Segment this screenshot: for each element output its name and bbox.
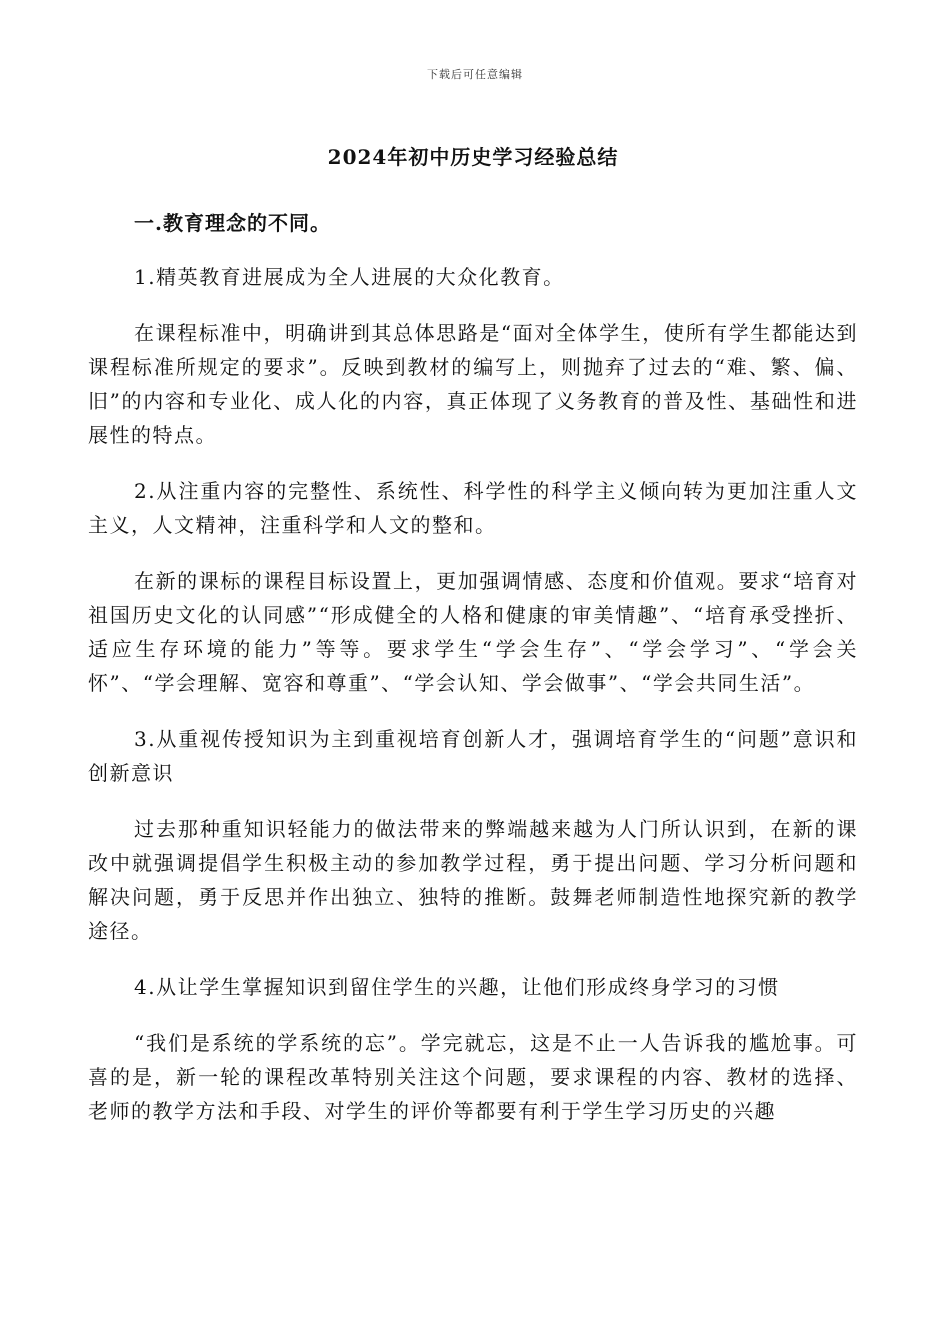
paragraph-1: 1.精英教育进展成为全人进展的大众化教育。	[134, 265, 565, 289]
document-body	[88, 140, 858, 1150]
document-title: 2024年初中历史学习经验总结	[327, 145, 619, 169]
paragraph-7: 4.从让学生掌握知识到留住学生的兴趣，让他们形成终身学习的习惯	[134, 975, 780, 999]
paragraph-5: 3.从重视传授知识为主到重视培育创新人才，强调培育学生的“问题”意识和创新意识	[88, 727, 858, 785]
paragraph-4: 在新的课标的课程目标设置上，更加强调情感、态度和价值观。要求“培育对祖国历史文化的认同感”“形成健全的人格和健康的审美情趣”、“培育承受挫折、适应生存环境的能力”等等。要求学生“学会生存”、“学会学习”、“学会关怀”、“学会理解、宽容和尊重”、“学会认知、学会做事”、“学会共同生活”。	[88, 569, 858, 695]
header-note: 下载后可任意编辑	[427, 68, 523, 81]
paragraph-2: 在课程标准中，明确讲到其总体思路是“面对全体学生，使所有学生都能达到课程标准所规定的要求”。反映到教材的编写上，则抛弃了过去的“难、繁、偏、旧”的内容和专业化、成人化的内容，真正体现了义务教育的普及性、基础性和进展性的特点。	[88, 321, 858, 447]
section-heading: 一.教育理念的不同。	[134, 211, 331, 235]
paragraph-6: 过去那种重知识轻能力的做法带来的弊端越来越为人门所认识到，在新的课改中就强调提倡学生积极主动的参加教学过程，勇于提出问题、学习分析问题和解决问题，勇于反思并作出独立、独特的推断。鼓舞老师制造性地探究新的教学途径。	[88, 817, 858, 943]
paragraph-3: 2.从注重内容的完整性、系统性、科学性的科学主义倾向转为更加注重人文主义，人文精神，注重科学和人文的整和。	[88, 479, 858, 537]
paragraph-8: “我们是系统的学系统的忘”。学完就忘，这是不止一人告诉我的尴尬事。可喜的是，新一轮的课程改革特别关注这个问题，要求课程的内容、教材的选择、老师的教学方法和手段、对学生的评价等都要有利于学生学习历史的兴趣	[88, 1031, 858, 1123]
